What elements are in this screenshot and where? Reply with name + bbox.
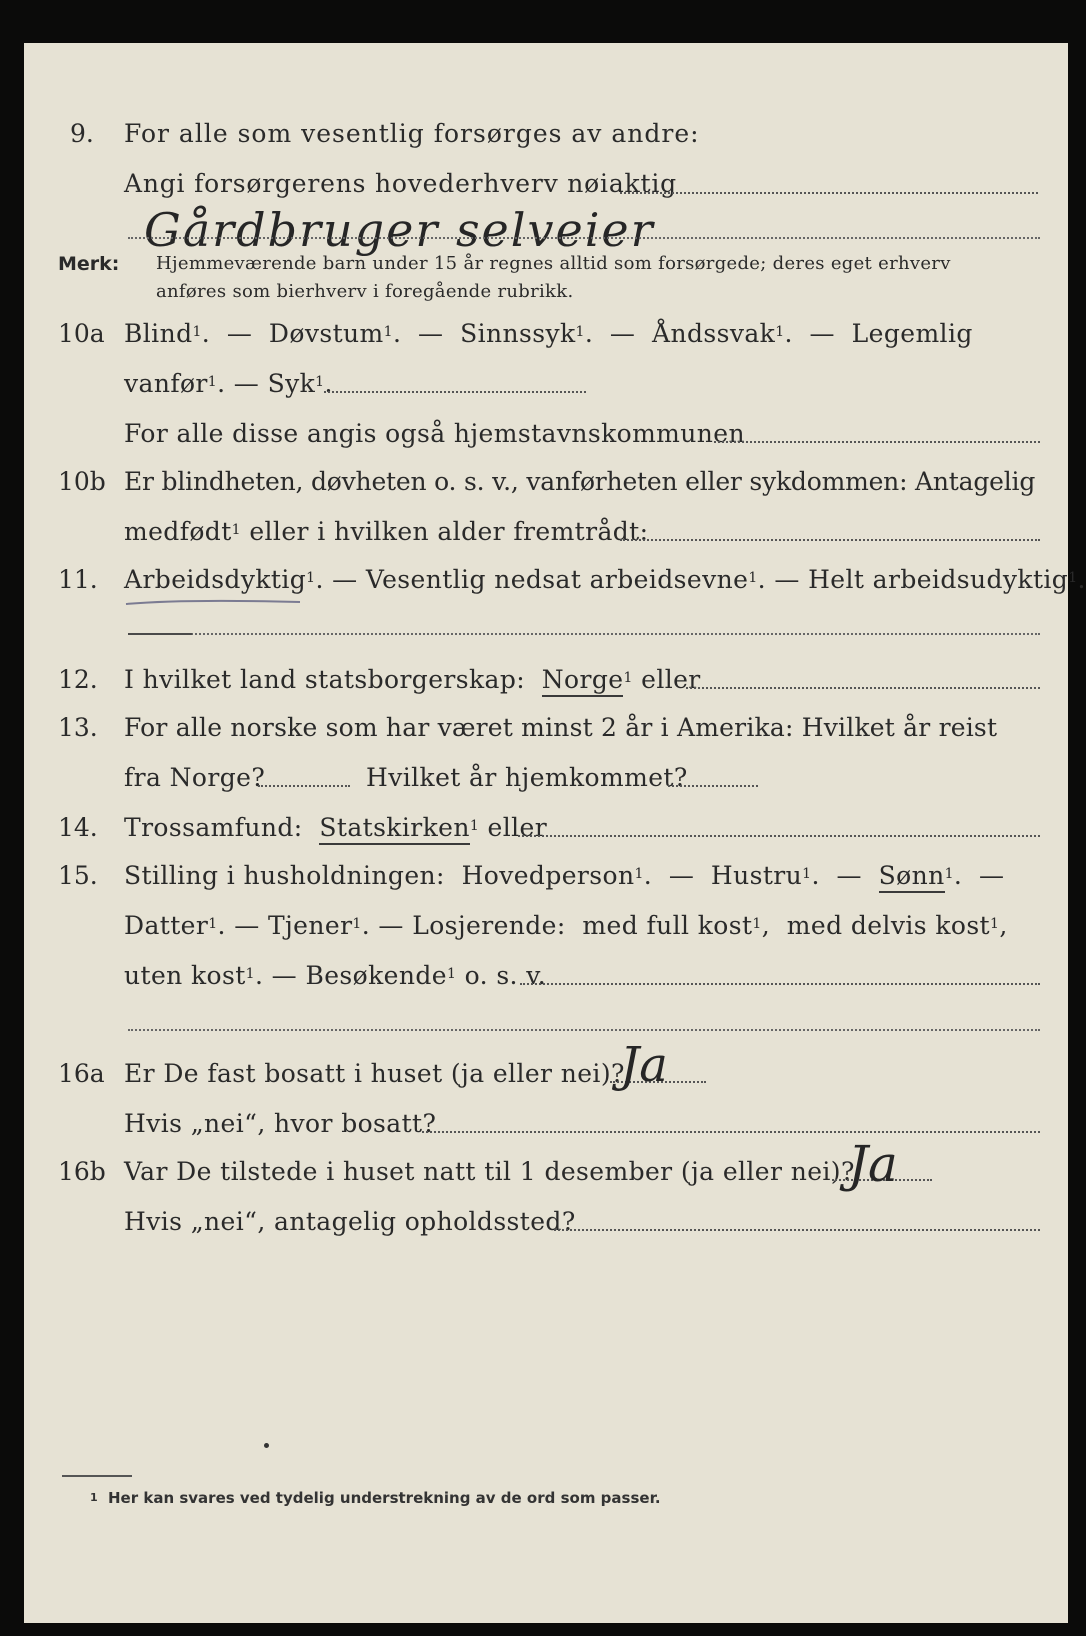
q15-line3: uten kost$^1$. — Besøkende$^1$ o. s. v. — [124, 961, 547, 990]
q15-utenkost: uten kost — [124, 961, 246, 990]
footnote-mark: 1 — [90, 1491, 98, 1504]
footnote-ref: 1 — [775, 324, 785, 340]
q16a-line2: Hvis „nei“, hvor bosatt? — [124, 1109, 437, 1138]
q12-answer-line — [686, 687, 1040, 689]
q10b-answer-line — [620, 539, 1040, 541]
q9-number: 9. — [70, 119, 94, 148]
merk-line1: Hjemmeværende barn under 15 år regnes alltid som forsørgede; deres eget erhverv — [156, 253, 951, 274]
footnote-ref: 1 — [623, 670, 633, 686]
ink-dot — [264, 1443, 269, 1448]
q9-answer-line — [620, 192, 1038, 194]
q10a-blind: Blind — [124, 319, 193, 348]
merk-label: Merk: — [58, 253, 120, 275]
footnote-ref: 1 — [383, 324, 393, 340]
q16a-number: 16a — [58, 1059, 105, 1088]
q10b-medfodt: medfødt — [124, 517, 232, 546]
q12-norge: Norge — [542, 665, 624, 697]
footnote-ref: 1 — [306, 570, 316, 586]
q16b-number: 16b — [58, 1157, 106, 1186]
footnote-ref: 1 — [748, 570, 758, 586]
footnote-ref: 1 — [1068, 570, 1078, 586]
q13-line2a: fra Norge? — [124, 763, 266, 792]
footnote-ref: 1 — [752, 916, 762, 932]
q12-eller: eller — [641, 665, 701, 694]
q15-fullkost: med full kost — [582, 911, 753, 940]
footnote-ref: 1 — [231, 522, 241, 538]
q13-reist-line — [258, 785, 350, 787]
q16a-handwritten-answer: Ja — [620, 1037, 668, 1093]
q9-answer-line-2 — [128, 237, 1040, 239]
q10a-vanfor: vanfør — [124, 369, 208, 398]
q15-datter: Datter — [124, 911, 209, 940]
footnote-ref: 1 — [990, 916, 1000, 932]
q10a-number: 10a — [58, 319, 105, 348]
q10a-line3: For alle disse angis også hjemstavnskommunen — [124, 419, 745, 448]
q13-line2b: Hvilket år hjemkommet? — [366, 763, 688, 792]
q15-besokende: Besøkende — [305, 961, 447, 990]
footnote-ref: 1 — [575, 324, 585, 340]
q15-delviskost: med delvis kost — [786, 911, 990, 940]
q15-sonn: Sønn — [879, 861, 945, 893]
q13-hjemkommet-line — [668, 785, 758, 787]
q13-number: 13. — [58, 713, 98, 742]
q15-hovedperson: Hovedperson — [461, 861, 635, 890]
q11-pencil-underline — [124, 595, 304, 609]
footnote-ref: 1 — [207, 374, 218, 390]
merk-line2: anføres som bierhverv i foregående rubrikk. — [156, 281, 574, 302]
q10b-line2-rest: eller i hvilken alder fremtrådt: — [249, 517, 649, 546]
q14-number: 14. — [58, 813, 98, 842]
q14-line — [124, 813, 547, 843]
q9-line1: For alle som vesentlig forsørges av andre: — [124, 119, 700, 148]
footnote-text: Her kan svares ved tydelig understrekning av de ord som passer. — [108, 1489, 661, 1507]
q11-nedsat: Vesentlig nedsat arbeidsevne — [365, 565, 749, 594]
q16b-opholdssted-line — [554, 1229, 1040, 1231]
q10a-line1: Blind$^1$. — Døvstum$^1$. — Sinnssyk$^1$. — Åndssvak$^1$. — Legemlig — [124, 319, 973, 348]
q16b-line1: Var De tilstede i huset natt til 1 desember (ja eller nei)? — [124, 1157, 855, 1186]
q15-tjener: Tjener — [267, 911, 353, 940]
q15-line2: Datter$^1$. — Tjener$^1$. — Losjerende: med full kost$^1$, med delvis kost$^1$, — [124, 911, 1008, 940]
footnote-ref: 1 — [944, 866, 954, 882]
q10a-legemlig: Legemlig — [851, 319, 973, 348]
q16b-handwritten-answer: Ja — [848, 1135, 898, 1193]
q15-hustru: Hustru — [710, 861, 803, 890]
q15-number: 15. — [58, 861, 98, 890]
q9-handwritten-answer: Gårdbruger selveier — [144, 203, 655, 257]
footnote-rule — [62, 1475, 132, 1477]
q10a-sinnssyk: Sinnssyk — [460, 319, 576, 348]
q15-osv: o. s. v. — [464, 961, 547, 990]
footnote-ref: 1 — [446, 966, 457, 982]
q11-answer-line — [128, 633, 1040, 635]
q13-line1: For alle norske som har været minst 2 år i Amerika: Hvilket år reist — [124, 713, 998, 742]
q11-answer-stroke — [128, 633, 192, 635]
footnote-ref: 1 — [469, 818, 480, 834]
footnote-ref: 1 — [352, 916, 362, 932]
q11-arbeidsdyktig: Arbeidsdyktig — [124, 565, 307, 594]
q16b-line2: Hvis „nei“, antagelig opholdssted? — [124, 1207, 576, 1236]
q11-udyktig: Helt arbeidsudyktig — [808, 565, 1069, 594]
q12-line — [124, 665, 701, 695]
q11-number: 11. — [58, 565, 98, 594]
q10b-line1: Er blindheten, døvheten o. s. v., vanførheten eller sykdommen: Antagelig — [124, 467, 1036, 496]
q15-intro: Stilling i husholdningen: — [124, 861, 445, 890]
footnote-ref: 1 — [802, 866, 812, 882]
q9-line2: Angi forsørgerens hovederhverv nøiaktig — [124, 169, 677, 198]
footnote-ref: 1 — [634, 866, 644, 882]
q10b-number: 10b — [58, 467, 106, 496]
q10a-dovstum: Døvstum — [268, 319, 384, 348]
footnote-ref: 1 — [315, 374, 325, 390]
q16a-line1: Er De fast bosatt i huset (ja eller nei)? — [124, 1059, 625, 1088]
q14-text: Trossamfund: — [124, 813, 303, 842]
q10a-line2: vanfør$^1$. — Syk$^1$. — [124, 369, 333, 398]
q15-answer-line-2 — [128, 1029, 1040, 1031]
q10a-andssvak: Åndssvak — [652, 319, 776, 348]
q10a-syk-line — [324, 391, 586, 393]
q15-line1: Stilling i husholdningen: Hovedperson$^1$. — Hustru$^1$. — Sønn$^1$. — — [124, 861, 1004, 891]
q16a-bosatt-line — [422, 1131, 1040, 1133]
q12-text: I hvilket land statsborgerskap: — [124, 665, 526, 694]
census-form-page — [24, 43, 1086, 1623]
q14-answer-line — [518, 835, 1040, 837]
q11-line: Arbeidsdyktig$^1$. — Vesentlig nedsat arbeidsevne$^1$. — Helt arbeidsudyktig$^1$. — [124, 565, 1086, 594]
q10b-line2 — [124, 517, 648, 547]
footnote-ref: 1 — [245, 966, 255, 982]
q14-statskirken: Statskirken — [319, 813, 470, 845]
q10a-syk: Syk — [267, 369, 316, 398]
q14-eller: eller — [487, 813, 548, 842]
footnote-ref: 1 — [208, 916, 218, 932]
q15-losjerende: Losjerende: — [412, 911, 566, 940]
q10a-kommune-line — [714, 441, 1040, 443]
footnote-ref: 1 — [192, 324, 202, 340]
q12-number: 12. — [58, 665, 98, 694]
q15-answer-line — [520, 983, 1040, 985]
